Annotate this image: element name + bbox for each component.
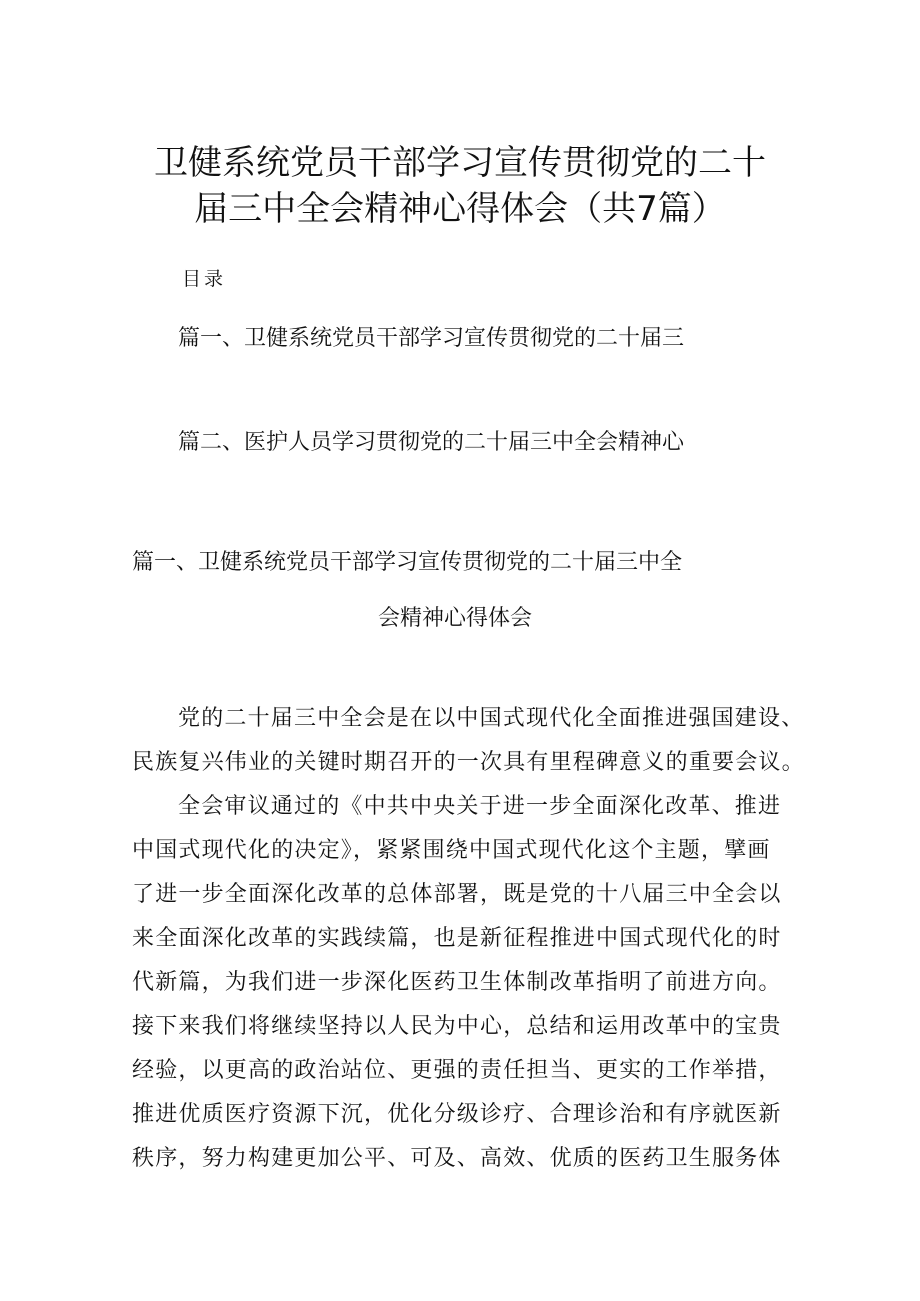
body-line: 代新篇，为我们进一步深化医药卫生体制改革指明了前进方向。 xyxy=(132,970,782,995)
document-title-line-2: 届三中全会精神心得体会（共7篇） xyxy=(194,189,726,229)
section-heading-line-2: 会精神心得体会 xyxy=(378,606,533,631)
body-line: 秩序，努力构建更加公平、可及、高效、优质的医药卫生服务体 xyxy=(132,1146,782,1171)
body-line: 接下来我们将继续坚持以人民为中心，总结和运用改革中的宝贵 xyxy=(132,1014,782,1039)
body-line: 经验，以更高的政治站位、更强的责任担当、更实的工作举措， xyxy=(132,1058,782,1083)
toc-item-2[interactable]: 篇二、医护人员学习贯彻党的二十届三中全会精神心 xyxy=(178,430,685,455)
body-line: 全会审议通过的《中共中央关于进一步全面深化改革、推进 xyxy=(178,794,782,819)
body-line: 来全面深化改革的实践续篇，也是新征程推进中国式现代化的时 xyxy=(132,926,782,951)
body-line: 中国式现代化的决定》，紧紧围绕中国式现代化这个主题，擘画 xyxy=(132,838,771,863)
document-title xyxy=(120,140,800,232)
section-heading xyxy=(132,548,832,634)
body-line: 了进一步全面深化改革的总体部署，既是党的十八届三中全会以 xyxy=(132,882,782,907)
body-line: 推进优质医疗资源下沉，优化分级诊疗、合理诊治和有序就医新 xyxy=(132,1102,782,1127)
body-line: 党的二十届三中全会是在以中国式现代化全面推进强国建设、 xyxy=(178,706,805,731)
toc-item-1[interactable]: 篇一、卫健系统党员干部学习宣传贯彻党的二十届三 xyxy=(178,326,685,351)
body-line: 民族复兴伟业的关键时期召开的一次具有里程碑意义的重要会议。 xyxy=(132,750,805,775)
section-heading-line-1: 篇一、卫健系统党员干部学习宣传贯彻党的二十届三中全 xyxy=(132,550,683,575)
toc-heading: 目录 xyxy=(182,268,227,290)
document-title-line-1: 卫健系统党员干部学习宣传贯彻党的二十 xyxy=(154,143,766,183)
